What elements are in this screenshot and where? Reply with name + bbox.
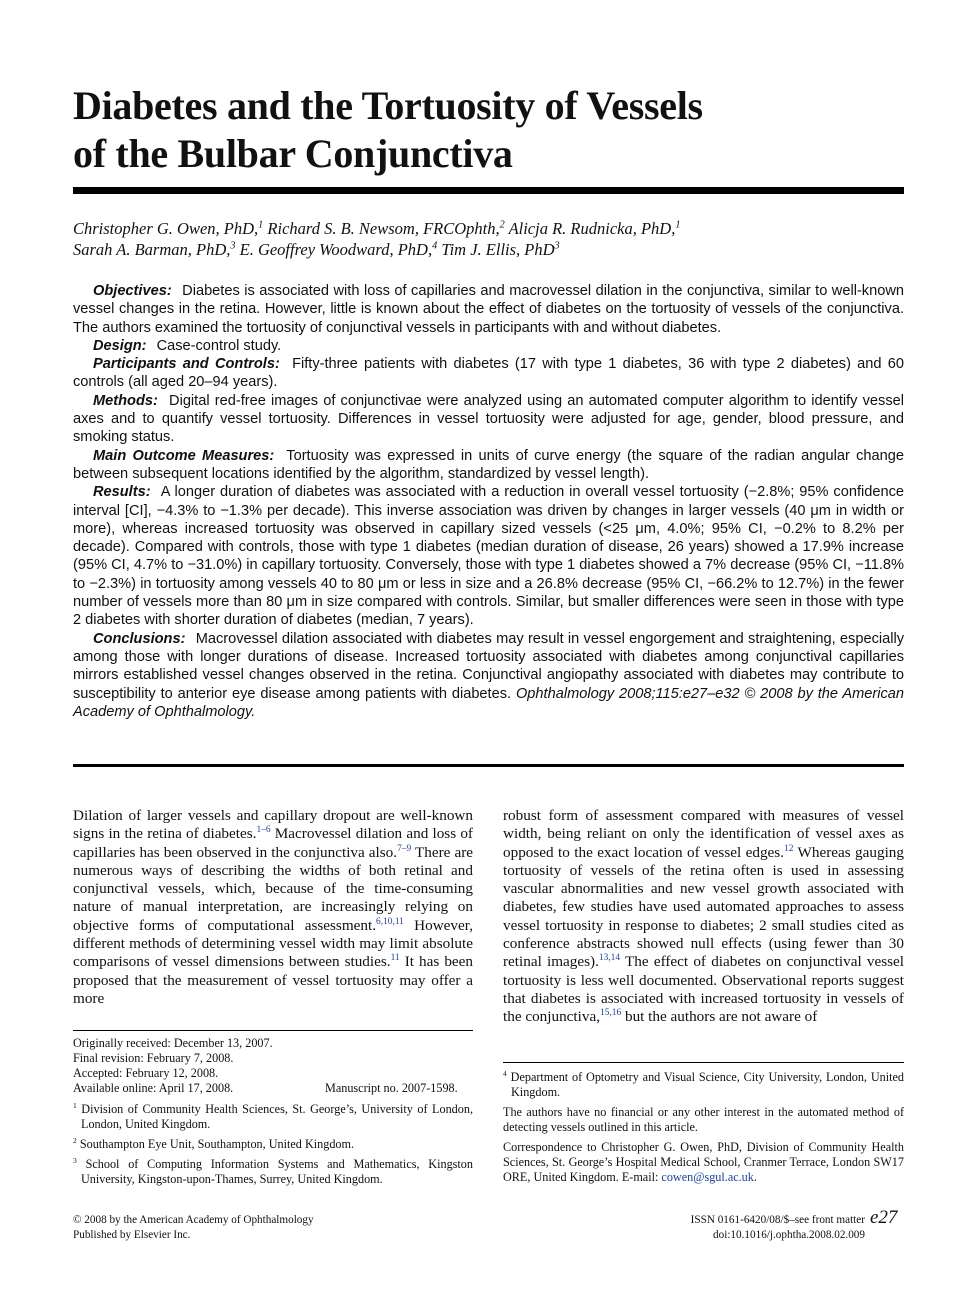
affiliation-number: 3 <box>73 1155 77 1165</box>
section-text: Tortuosity was expressed in units of curve energy (the square of the radian angular change between subsequent locations identified by the algorithm, standardized by vessel length). <box>73 447 904 482</box>
footnote-rule-right <box>503 1062 904 1063</box>
correspondence-text: Correspondence to Christopher G. Owen, PhD, Division of Community Health Sciences, St. George’s Hospital Medical School, Cranmer Terrace, London SW17 ORE, United Kingdom. E-mail: <box>503 1140 904 1184</box>
abstract-outcomes <box>73 447 904 484</box>
affiliation-text: Southampton Eye Unit, Southampton, United Kingdom. <box>79 1137 355 1151</box>
title-line-2: of the Bulbar Conjunctiva <box>73 131 513 176</box>
section-text: Macrovessel dilation associated with diabetes may result in vessel engorgement and straightening, especially among those with longer durations of disease. Increased tortuosity associated with diabetes among conjunctival capillaries mirrors established vessel changes observed in the retina. Conjunctival angiopathy associated with diabetes may contribute to susceptibility to anterior eye disease among patients with diabetes. <box>73 630 905 702</box>
journal-citation: Ophthalmology 2008;115:e27–e32 © 2008 by the American Academy of Ophthalmology. <box>73 685 904 720</box>
section-label: Methods: <box>93 392 158 409</box>
author: Sarah A. Barman, PhD, <box>73 240 231 259</box>
body-text: There are numerous ways of describing the widths of both retinal and conjunctival vessels, which, because of the time-consuming nature of manual interpretation, are increasingly relying on objective forms of computational assessment. <box>73 843 473 934</box>
correspondence-end: . <box>753 1170 757 1184</box>
author: Alicja R. Rudnicka, PhD, <box>508 219 676 238</box>
affiliation-text: School of Computing Information Systems and Mathematics, Kingston University, Kingston-upon-Thames, Surrey, United Kingdom. <box>81 1157 473 1186</box>
author-affiliation-mark: 1 <box>675 219 681 231</box>
affiliation-note <box>73 1137 473 1152</box>
body-paragraph <box>503 807 904 1027</box>
disclosure-note: The authors have no financial or any other interest in the automated method of detecting vessels outlined in this article. <box>503 1105 904 1134</box>
body-text: Macrovessel dilation and loss of capillaries has been observed in the conjunctiva also. <box>73 825 473 861</box>
doi-link[interactable]: doi:10.1016/j.ophtha.2008.02.009 <box>713 1229 865 1241</box>
abstract-objectives <box>73 282 904 337</box>
body-text: It has been proposed that the measurement of vessel tortuosity may offer a more <box>73 953 473 1007</box>
copyright: © 2008 by the American Academy of Ophthalmology <box>73 1214 314 1226</box>
section-label: Results: <box>93 484 151 501</box>
footnotes-right <box>503 1070 904 1190</box>
author: Christopher G. Owen, PhD, <box>73 219 259 238</box>
title-rule <box>73 187 904 194</box>
date-online: Available online: April 17, 2008. <box>73 1081 234 1095</box>
abstract-methods <box>73 392 904 447</box>
author-list <box>73 218 904 260</box>
abstract-results <box>73 483 904 629</box>
section-label: Participants and Controls: <box>93 356 280 373</box>
author-affiliation-mark: 4 <box>432 240 438 252</box>
author: Richard S. B. Newsom, FRCOphth, <box>267 219 500 238</box>
body-text: The effect of diabetes on conjunctival vessel tortuosity is less well documented. Observational reports suggest that diabetes is associated with increased tortuosity in vessels of the conjunctiva, <box>503 953 904 1026</box>
date-received: Originally received: December 13, 2007. <box>73 1036 273 1050</box>
article-dates <box>73 1036 473 1096</box>
affiliation-note <box>73 1157 473 1187</box>
author-affiliation-mark: 3 <box>230 240 236 252</box>
footnotes-left <box>73 1036 473 1192</box>
reference-link[interactable]: 7–9 <box>397 843 412 854</box>
section-text: Fifty-three patients with diabetes (17 with type 1 diabetes, 36 with type 2 diabetes) and 60 controls (all aged 20–94 years). <box>73 356 904 391</box>
correspondence-note <box>503 1140 904 1185</box>
affiliation-number: 2 <box>73 1135 77 1145</box>
abstract <box>73 282 904 721</box>
abstract-participants <box>73 355 904 392</box>
body-text: Whereas gauging tortuosity of vessels of the retina often is used in assessing vascular abnormalities and new vessel growth associated with diabetes, few studies have used automated approaches to assess vessel tortuosity in response to diabetes; 2 small studies cited as conference abstracts showed null effects (using fewer than 30 retinal images). <box>503 843 904 971</box>
author: E. Geoffrey Woodward, PhD, <box>239 240 433 259</box>
email-link[interactable]: cowen@sgul.ac.uk <box>661 1170 754 1184</box>
author-affiliation-mark: 2 <box>499 219 505 231</box>
affiliation-number: 1 <box>73 1100 77 1110</box>
section-text: Case-control study. <box>156 337 282 354</box>
affiliation-text: Department of Optometry and Visual Science, City University, London, United Kingdom. <box>510 1070 904 1099</box>
page-number: e27 <box>870 1207 898 1228</box>
reference-link[interactable]: 12 <box>783 843 794 854</box>
reference-link[interactable]: 13,14 <box>598 953 621 964</box>
date-accepted: Accepted: February 12, 2008. <box>73 1066 219 1080</box>
body-column-right <box>503 807 904 1027</box>
date-revision: Final revision: February 7, 2008. <box>73 1051 234 1065</box>
abstract-rule <box>73 764 904 767</box>
abstract-design <box>73 337 904 355</box>
manuscript-number: Manuscript no. 2007-1598. <box>325 1081 458 1095</box>
author-affiliation-mark: 3 <box>554 240 560 252</box>
reference-link[interactable]: 15,16 <box>600 1008 622 1019</box>
author: Tim J. Ellis, PhD <box>441 240 555 259</box>
affiliation-number: 4 <box>503 1068 507 1078</box>
section-text: A longer duration of diabetes was associated with a reduction in overall vessel tortuosity (−2.8%; 95% confidence interval [CI], −4.3% to −1.3% per decade). This inverse association was driven by changes in larger vessels (40 μm in width or more), whereas increased tortuosity was observed in capillary sized vessels (<25 μm, 4.0%; 95% CI, −0.2% to 8.2% per decade). Compared with controls, those with type 1 diabetes (median duration of disease, 26 years) showed a 17.9% increase (95% CI, 4.7% to −31.0%) in capillary tortuosity. Conversely, those with type 1 diabetes showed a 7% decrease (95% CI, −11.8% to −2.3%) in tortuosity among vessels 40 to 80 μm or less in size and a 26.8% decrease (95% CI, −66.2% to 12.7%) in the fewer number of vessels more than 80 μm in size compared with controls. Similar, but smaller differences were seen in those with type 2 diabetes with shorter duration of diabetes (median, 7 years). <box>73 484 905 629</box>
footer-left <box>73 1213 314 1243</box>
section-text: Digital red-free images of conjunctivae were analyzed using an automated computer algorithm to identify vessel axes and to quantify vessel tortuosity. Differences in vessel tortuosity were adjusted for age, gender, blood pressure, and smoking status. <box>73 392 905 446</box>
footnote-rule-left <box>73 1030 473 1031</box>
body-paragraph <box>73 807 473 1008</box>
section-label: Design: <box>93 337 147 354</box>
body-text: robust form of assessment compared with measures of vessel width, being reliant on only the identification of vessel axes as opposed to the exact location of vessel edges. <box>503 807 904 861</box>
section-label: Objectives: <box>93 283 172 299</box>
body-text: However, different methods of determining vessel width may limit absolute comparisons of vessel dimensions between studies. <box>73 916 473 971</box>
title-line-1: Diabetes and the Tortuosity of Vessels <box>73 83 703 128</box>
article-title <box>73 82 913 178</box>
reference-link[interactable]: 6,10,11 <box>376 916 404 927</box>
abstract-conclusions <box>73 630 904 721</box>
body-text: but the authors are not aware of <box>621 1008 818 1026</box>
date-online-row <box>73 1081 473 1096</box>
author-affiliation-mark: 1 <box>258 219 264 231</box>
body-column-left <box>73 807 473 1008</box>
publisher: Published by Elsevier Inc. <box>73 1229 191 1241</box>
body-text: Dilation of larger vessels and capillary dropout are well-known signs in the retina of diabetes. <box>73 807 473 843</box>
affiliation-note <box>503 1070 904 1100</box>
issn: ISSN 0161-6420/08/$–see front matter <box>690 1214 865 1226</box>
footer-right <box>640 1213 865 1243</box>
affiliation-note <box>73 1102 473 1132</box>
reference-link[interactable]: 1–6 <box>256 825 271 836</box>
section-text: Diabetes is associated with loss of capillaries and macrovessel dilation in the conjunctiva, similar to well-known vessel changes in the retina. However, little is known about the effect of diabetes on the tortuosity of vessels of the conjunctiva. The authors examined the tortuosity of conjunctival vessels in participants with and without diabetes. <box>73 283 904 336</box>
section-label: Conclusions: <box>93 630 186 647</box>
affiliation-text: Division of Community Health Sciences, St. George’s, University of London, London, United Kingdom. <box>81 1102 474 1131</box>
section-label: Main Outcome Measures: <box>93 447 275 464</box>
reference-link[interactable]: 11 <box>390 953 400 964</box>
